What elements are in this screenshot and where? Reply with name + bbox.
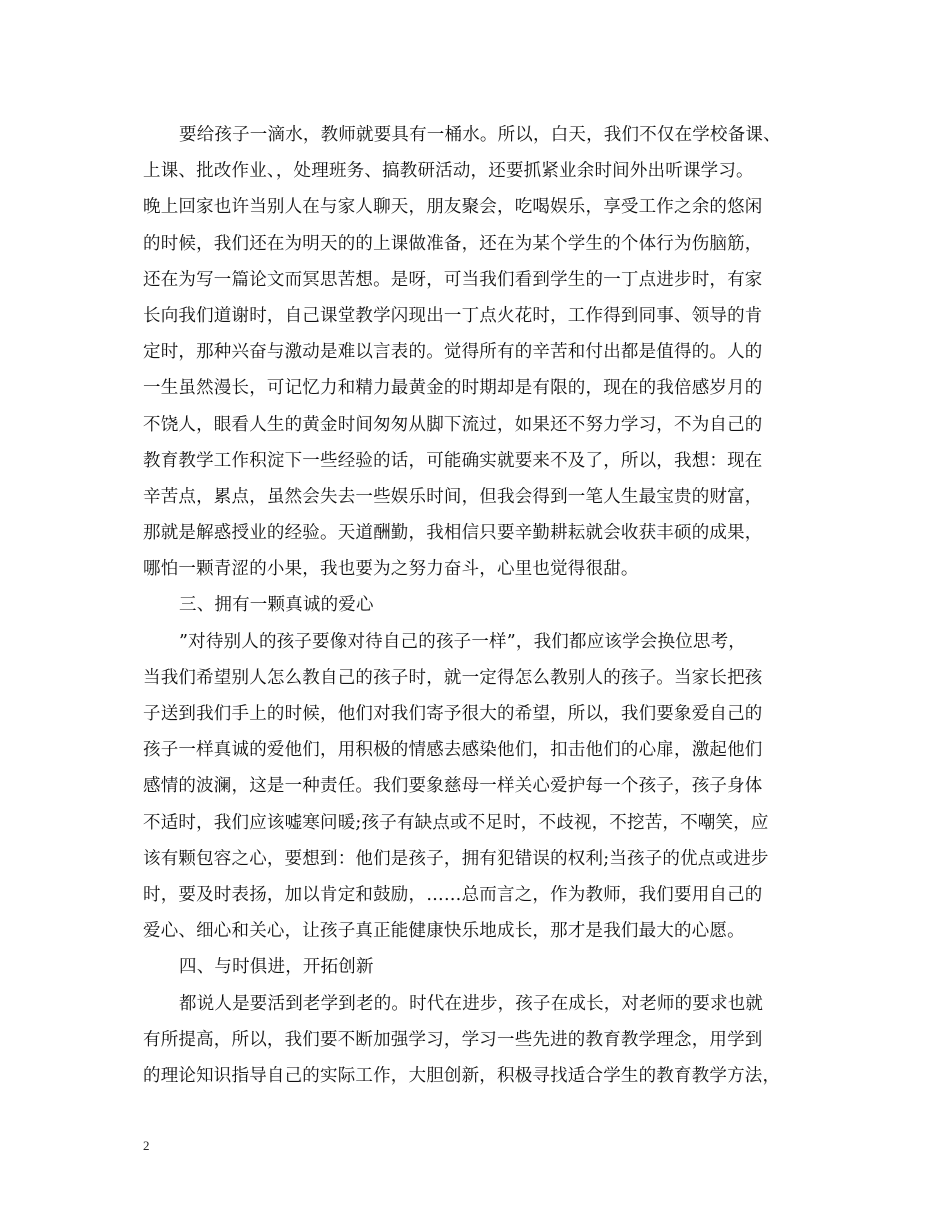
text-line: 时，要及时表扬，加以肯定和鼓励，……总而言之，作为教师，我们要用自己的 bbox=[143, 884, 763, 905]
text-line: 晚上回家也许当别人在与家人聊天，朋友聚会，吃喝娱乐，享受工作之余的悠闲 bbox=[143, 197, 763, 218]
text-line: 不适时，我们应该嘘寒问暖;孩子有缺点或不足时，不歧视，不挖苦，不嘲笑，应 bbox=[143, 812, 769, 833]
text-line: 当我们希望别人怎么教自己的孩子时，就一定得怎么教别人的孩子。当家长把孩 bbox=[143, 667, 763, 688]
text-line: 都说人是要活到老学到老的。时代在进步，孩子在成长，对老师的要求也就 bbox=[179, 993, 764, 1014]
text-line: 三、拥有一颗真诚的爱心 bbox=[179, 595, 374, 616]
text-line: 感情的波澜，这是一种责任。我们要象慈母一样关心爱护每一个孩子，孩子身体 bbox=[143, 776, 763, 797]
text-line: 四、与时俱进，开拓创新 bbox=[179, 957, 374, 978]
text-line: 定时，那种兴奋与激动是难以言表的。觉得所有的辛苦和付出都是值得的。人的 bbox=[143, 342, 763, 363]
document-body bbox=[143, 117, 813, 1094]
text-line: 还在为写一篇论文而冥思苦想。是呀，可当我们看到学生的一丁点进步时，有家 bbox=[143, 269, 763, 290]
text-line: 要给孩子一滴水，教师就要具有一桶水。所以，白天，我们不仅在学校备课、 bbox=[179, 125, 781, 145]
text-line: 的理论知识指导自己的实际工作，大胆创新，积极寻找适合学生的教育教学方法， bbox=[143, 1065, 781, 1086]
text-line: 不饶人，眼看人生的黄金时间匆匆从脚下流过，如果还不努力学习，不为自己的 bbox=[143, 414, 763, 435]
text-line: 有所提高，所以，我们要不断加强学习，学习一些先进的教育教学理念，用学到 bbox=[143, 1029, 763, 1050]
page-number: 2 bbox=[143, 1138, 150, 1153]
text-line: 辛苦点，累点，虽然会失去一些娱乐时间，但我会得到一笔人生最宝贵的财富， bbox=[143, 486, 763, 507]
text-line: 一生虽然漫长，可记忆力和精力最黄金的时期却是有限的，现在的我倍感岁月的 bbox=[143, 378, 763, 399]
text-line: 那就是解惑授业的经验。天道酬勤，我相信只要辛勤耕耘就会收获丰硕的成果， bbox=[143, 523, 763, 544]
text-line: 哪怕一颗青涩的小果，我也要为之努力奋斗，心里也觉得很甜。 bbox=[143, 559, 639, 580]
text-line: 子送到我们手上的时候，他们对我们寄予很大的希望，所以，我们要象爱自己的 bbox=[143, 704, 763, 724]
text-line: 该有颗包容之心，要想到：他们是孩子，拥有犯错误的权利;当孩子的优点或进步 bbox=[143, 848, 769, 869]
text-line: 长向我们道谢时，自己课堂教学闪现出一丁点火花时，工作得到同事、领导的肯 bbox=[143, 305, 763, 326]
text-line: ”对待别人的孩子要像对待自己的孩子一样”，我们都应该学会换位思考， bbox=[179, 631, 746, 652]
text-line: 的时候，我们还在为明天的的上课做准备，还在为某个学生的个体行为伤脑筋， bbox=[143, 233, 763, 254]
text-line: 爱心、细心和关心，让孩子真正能健康快乐地成长，那才是我们最大的心愿。 bbox=[143, 921, 745, 942]
text-line: 上课、批改作业、，处理班务、搞教研活动，还要抓紧业余时间外出听课学习。 bbox=[143, 161, 754, 182]
text-line: 教育教学工作积淀下一些经验的话，可能确实就要来不及了，所以，我想：现在 bbox=[143, 450, 763, 471]
text-line: 孩子一样真诚的爱他们，用积极的情感去感染他们，扣击他们的心扉，激起他们 bbox=[143, 740, 763, 761]
